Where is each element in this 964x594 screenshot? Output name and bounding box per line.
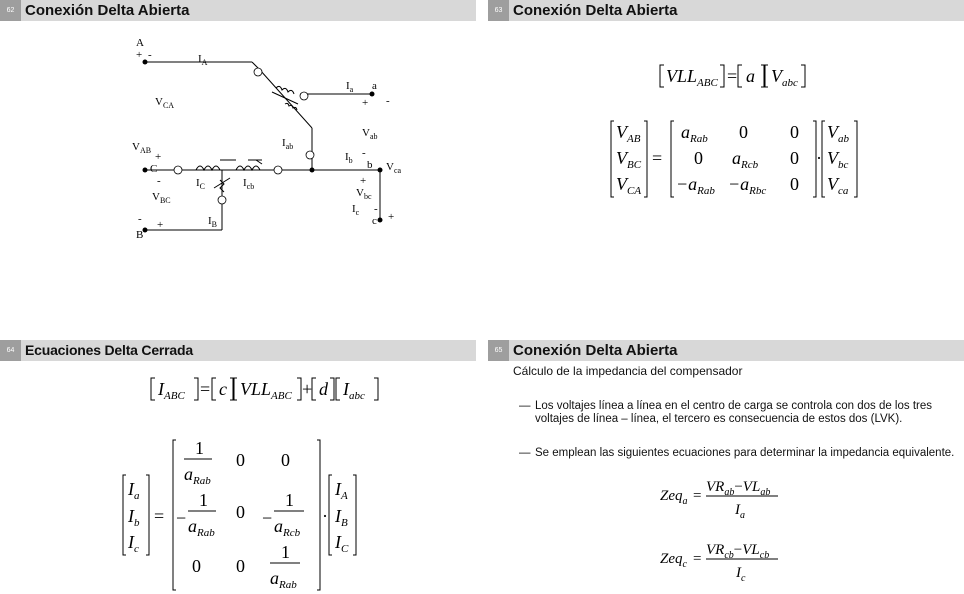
current-matrix-equation <box>0 340 476 594</box>
svg-text:1: 1 <box>199 490 208 510</box>
svg-text:=: = <box>693 551 702 567</box>
slide-number: 62 <box>0 0 21 21</box>
svg-text:Vca: $V_{ca}$ <box>386 161 402 175</box>
svg-text:Ic: $I_c$ <box>736 565 746 584</box>
svg-text:=: = <box>154 506 165 526</box>
svg-text:VBC: $V_{BC}$ <box>152 191 171 205</box>
svg-text:Vab: $V_{ab}$ <box>827 122 849 145</box>
svg-text:Zeqc: Zeq$_c$ <box>660 551 687 570</box>
slide-62 <box>0 0 476 296</box>
slide-65 <box>488 340 964 594</box>
slide-number: 65 <box>488 340 509 361</box>
svg-text:1: 1 <box>195 438 204 458</box>
svg-text:Ia: $I_a$ <box>128 479 140 502</box>
slide-subtitle: Cálculo de la impedancia del compensador <box>513 364 743 378</box>
svg-text:+: + <box>155 151 162 163</box>
svg-text:IB: $I_B$ <box>335 506 348 529</box>
slide-number: 63 <box>488 0 509 21</box>
svg-text:0: 0 <box>236 556 245 576</box>
svg-text:VAB: $V_{AB}$ <box>132 141 152 155</box>
svg-text:VBC: $V_{BC}$ <box>616 148 642 171</box>
svg-text:-: - <box>138 213 142 225</box>
svg-text:Zeqa: Zeq$_a$ <box>660 488 688 507</box>
slide-63 <box>488 0 964 296</box>
svg-text:Ic: $I_c$ <box>128 532 139 555</box>
svg-text:0: 0 <box>790 122 799 142</box>
svg-text:Ia: $I_a$ <box>346 80 354 94</box>
label-B: B <box>136 229 144 241</box>
svg-text:Vbc: $V_{bc}$ <box>827 148 849 171</box>
svg-text:−aRab: $-a_{Rab}$ <box>676 174 715 197</box>
bullet-dash-icon: — <box>519 447 531 459</box>
label-a: a <box>372 80 377 92</box>
svg-text:−aRbc: $-a_{Rbc}$ <box>728 174 767 197</box>
svg-text:aRab: $a_{Rab}$ <box>270 568 297 591</box>
svg-text:-: - <box>386 95 390 107</box>
svg-text:=: = <box>200 379 211 399</box>
svg-text:aRab: $a_{Rab}$ <box>188 516 215 539</box>
svg-text:+: + <box>360 175 367 187</box>
svg-text:·: · <box>816 148 822 168</box>
svg-text:Icb: $I_{cb}$ <box>243 177 255 191</box>
svg-text:1: 1 <box>285 490 294 510</box>
slide-title: Conexión Delta Abierta <box>25 2 190 19</box>
svg-text:VLLABC: $VLL_{ABC}$ <box>666 66 718 89</box>
label-c: c <box>372 215 377 227</box>
svg-text:+: + <box>362 97 369 109</box>
svg-text:-: - <box>157 175 161 187</box>
svg-text:Vabc: $V_{abc}$ <box>771 66 798 89</box>
svg-text:Vab: $V_{ab}$ <box>362 127 378 141</box>
svg-text:Ic: $I_c$ <box>352 203 360 217</box>
svg-text:IC: $I_C$ <box>335 532 349 555</box>
svg-text:IB: $I_B$ <box>208 215 218 229</box>
svg-text:=: = <box>652 148 663 168</box>
svg-text:Ib: $I_b$ <box>128 506 140 529</box>
svg-text:Iabc: $I_{abc}$ <box>343 379 365 402</box>
svg-text:VRab−VLab: $VR_{ab}-VL_{ab}$ <box>706 479 771 498</box>
svg-text:VCA: $V_{CA}$ <box>155 96 175 110</box>
impedance-formulas <box>488 340 964 594</box>
svg-text:0: 0 <box>790 148 799 168</box>
svg-text:IC: $I_C$ <box>196 177 206 191</box>
svg-text:-: - <box>362 147 366 159</box>
bullet-dash-icon: — <box>519 400 531 412</box>
svg-text:IA: $I_A$ <box>335 479 348 502</box>
svg-text:VRcb−VLcb: $VR_{cb}-VL_{cb}$ <box>706 542 770 561</box>
svg-text:−: − <box>176 508 187 528</box>
slide-title: Conexión Delta Abierta <box>513 2 678 19</box>
label-b: b <box>367 159 373 171</box>
svg-text:Ib: $I_b$ <box>345 151 353 165</box>
svg-text:·: · <box>322 506 328 526</box>
svg-text:aRab: $a_{Rab}$ <box>184 464 211 487</box>
svg-text:+: + <box>388 211 395 223</box>
bullet-item: — Se emplean las siguientes ecuaciones para determinar la impedancia equivalente. <box>519 447 955 459</box>
svg-text:0: 0 <box>192 556 201 576</box>
slide-number: 64 <box>0 340 21 361</box>
svg-text:Vca: $V_{ca}$ <box>827 174 849 197</box>
svg-text:=: = <box>693 488 702 504</box>
svg-text:VLLABC: $VLL_{ABC}$ <box>240 379 292 402</box>
slide-64 <box>0 340 476 594</box>
svg-text:Vbc: $V_{bc}$ <box>356 187 372 201</box>
svg-text:d: d <box>319 379 328 399</box>
svg-text:a: a <box>746 66 755 86</box>
svg-text:aRcb: $a_{Rcb}$ <box>732 148 759 171</box>
svg-text:-: - <box>374 203 378 215</box>
svg-text:aRab: $a_{Rab}$ <box>681 122 708 145</box>
svg-text:Iab: $I_{ab}$ <box>282 137 294 151</box>
svg-text:+: + <box>136 49 143 61</box>
svg-text:aRcb: $a_{Rcb}$ <box>274 516 301 539</box>
bullet-item: — Los voltajes línea a línea en el centro de carga se controla con dos de los tres voltajes de línea – línea, el tercero es consecuencia de estos dos (LVK). <box>519 400 932 425</box>
open-delta-circuit-diagram <box>0 0 476 296</box>
svg-text:Ia: $I_a$ <box>735 502 745 521</box>
svg-text:c: c <box>219 379 227 399</box>
svg-text:VCA: $V_{CA}$ <box>616 174 642 197</box>
svg-text:0: 0 <box>281 450 290 470</box>
slide-title: Conexión Delta Abierta <box>513 342 678 359</box>
svg-text:−: − <box>262 508 273 528</box>
svg-text:IA: $I_A$ <box>198 53 208 67</box>
svg-text:=: = <box>727 66 738 86</box>
svg-text:VAB: $V_{AB}$ <box>616 122 641 145</box>
svg-text:0: 0 <box>236 502 245 522</box>
svg-text:-: - <box>148 49 152 61</box>
svg-text:+: + <box>302 379 313 399</box>
svg-text:IABC: $I_{ABC}$ <box>158 379 185 402</box>
slide-title: Ecuaciones Delta Cerrada <box>25 342 193 358</box>
voltage-matrix-equation <box>488 0 964 296</box>
label-C: C <box>150 163 158 175</box>
svg-text:0: 0 <box>236 450 245 470</box>
svg-text:0: 0 <box>739 122 748 142</box>
label-A: A <box>136 37 144 49</box>
svg-text:0: 0 <box>694 148 703 168</box>
svg-text:+: + <box>157 219 164 231</box>
svg-text:0: 0 <box>790 174 799 194</box>
svg-text:1: 1 <box>281 542 290 562</box>
